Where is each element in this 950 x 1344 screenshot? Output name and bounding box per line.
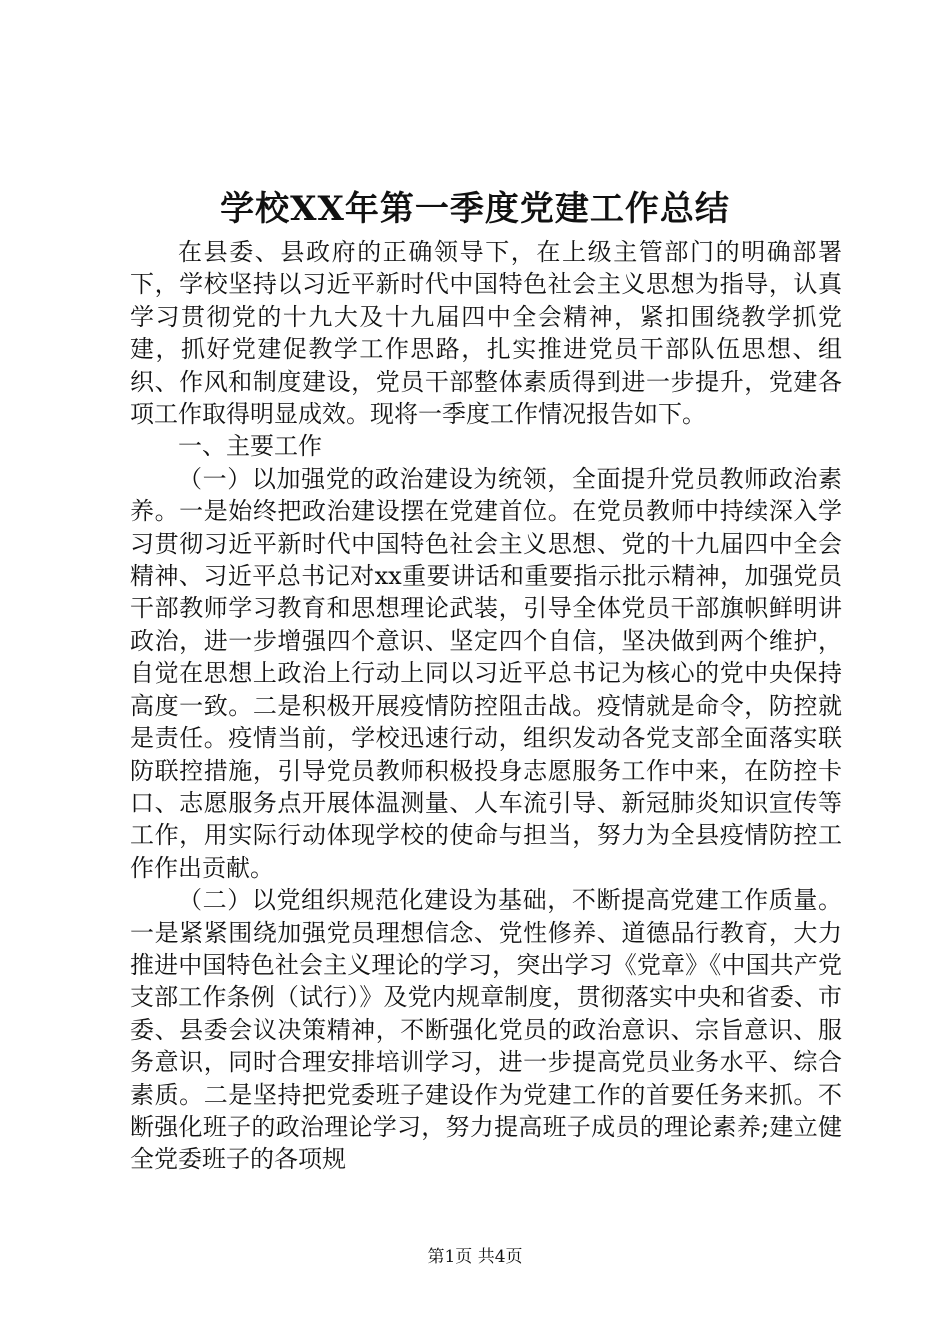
subsection-2-paragraph: （二）以党组织规范化建设为基础，不断提高党建工作质量。一是紧紧围绕加强党员理想信念、党性修养、道德品行教育，大力推进中国特色社会主义理论的学习，突出学习《党章》《中国共产党支部工作条例（试行）》及党内规章制度，贯彻落实中央和省委、市委、县委会议决策精神，不断强化党员的政治意识、宗旨意识、服务意识，同时合理安排培训学习，进一步提高党员业务水平、综合素质。二是坚持把党委班子建设作为党建工作的首要任务来抓。不断强化班子的政治理论学习，努力提高班子成员的理论素养;建立健全党委班子的各项规 (130, 886, 842, 1174)
document-body (130, 236, 842, 1176)
page-number-footer: 第1页 共4页 (427, 1247, 523, 1267)
intro-paragraph: 在县委、县政府的正确领导下，在上级主管部门的明确部署下，学校坚持以习近平新时代中国特色社会主义思想为指导，认真学习贯彻党的十九大及十九届四中全会精神，紧扣围绕教学抓党建，抓好党建促教学工作思路，扎实推进党员干部队伍思想、组织、作风和制度建设，党员干部整体素质得到进一步提升，党建各项工作取得明显成效。现将一季度工作情况报告如下。 (130, 238, 842, 429)
section-heading: 一、主要工作 (178, 432, 322, 461)
document-title: 学校XX年第一季度党建工作总结 (220, 189, 730, 229)
subsection-1-paragraph: （一）以加强党的政治建设为统领，全面提升党员教师政治素养。一是始终把政治建设摆在党建首位。在党员教师中持续深入学习贯彻习近平新时代中国特色社会主义思想、党的十九届四中全会精神、习近平总书记对xx重要讲话和重要指示批示精神，加强党员干部教师学习教育和思想理论武装，引导全体党员干部旗帜鲜明讲政治，进一步增强四个意识、坚定四个自信，坚决做到两个维护，自觉在思想上政治上行动上同以习近平总书记为核心的党中央保持高度一致。二是积极开展疫情防控阻击战。疫情就是命令，防控就是责任。疫情当前，学校迅速行动，组织发动各党支部全面落实联防联控措施，引导党员教师积极投身志愿服务工作中来，在防控卡口、志愿服务点开展体温测量、人车流引导、新冠肺炎知识宣传等工作，用实际行动体现学校的使命与担当，努力为全县疫情防控工作作出贡献。 (130, 464, 842, 882)
